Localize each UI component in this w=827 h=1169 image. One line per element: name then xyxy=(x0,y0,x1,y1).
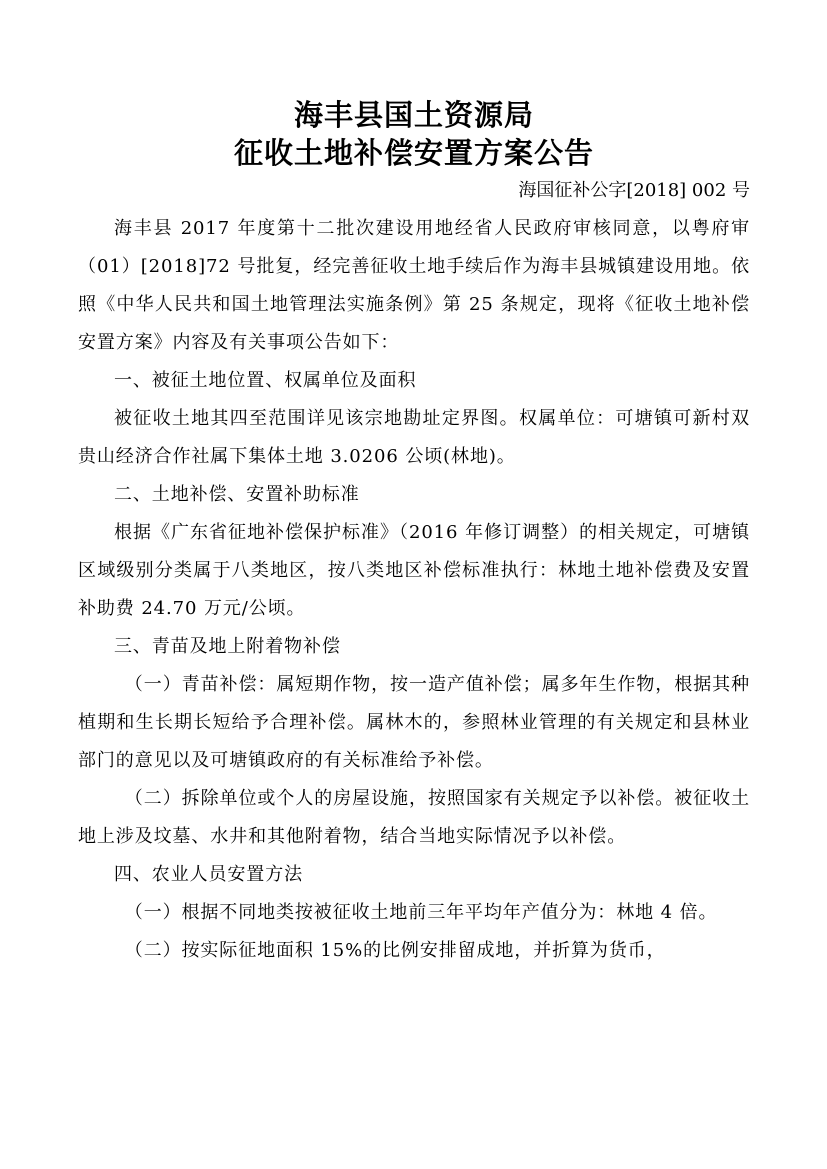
section-4-item-2: （二）按实际征地面积 15%的比例安排留成地，并折算为货币， xyxy=(124,940,666,961)
document-title-line1: 海丰县国土资源局 xyxy=(293,98,534,132)
section-1-heading: 一、被征土地位置、权属单位及面积 xyxy=(114,370,417,391)
document-title-line2: 征收土地补偿安置方案公告 xyxy=(233,136,594,170)
document-number: 海国征补公字[2018] 002 号 xyxy=(518,180,750,201)
section-4-item-1: （一）根据不同地类按被征收土地前三年平均年产值分为：林地 4 倍。 xyxy=(124,902,718,923)
section-3-item-2: （二）拆除单位或个人的房屋设施，按照国家有关规定予以补偿。被征收土地上涉及坟墓、水井和其他附着物，结合当地实际情况予以补偿。 xyxy=(78,788,750,847)
section-2-body: 根据《广东省征地补偿保护标准》（2016 年修订调整）的相关规定，可塘镇区域级别分类属于八类地区，按八类地区补偿标准执行：林地土地补偿费及安置补助费 24.70 万元/公顷。 xyxy=(78,522,750,619)
section-2-heading: 二、土地补偿、安置补助标准 xyxy=(114,484,360,505)
section-4-heading: 四、农业人员安置方法 xyxy=(114,864,303,885)
section-1-body: 被征收土地其四至范围详见该宗地勘址定界图。权属单位：可塘镇可新村双贵山经济合作社属下集体土地 3.0206 公顷(林地)。 xyxy=(78,408,750,467)
document-page xyxy=(78,96,750,970)
section-3-item-1: （一）青苗补偿：属短期作物，按一造产值补偿；属多年生作物，根据其种植期和生长期长短给予合理补偿。属林木的，参照林业管理的有关规定和县林业部门的意见以及可塘镇政府的有关标准给予补偿。 xyxy=(78,674,750,771)
section-3-heading: 三、青苗及地上附着物补偿 xyxy=(114,636,341,657)
intro-paragraph: 海丰县 2017 年度第十二批次建设用地经省人民政府审核同意，以粤府审（01）[2018]72 号批复，经完善征收土地手续后作为海丰县城镇建设用地。依照《中华人民共和国土地管理法实施条例》第 25 条规定，现将《征收土地补偿安置方案》内容及有关事项公告如下： xyxy=(78,218,750,353)
